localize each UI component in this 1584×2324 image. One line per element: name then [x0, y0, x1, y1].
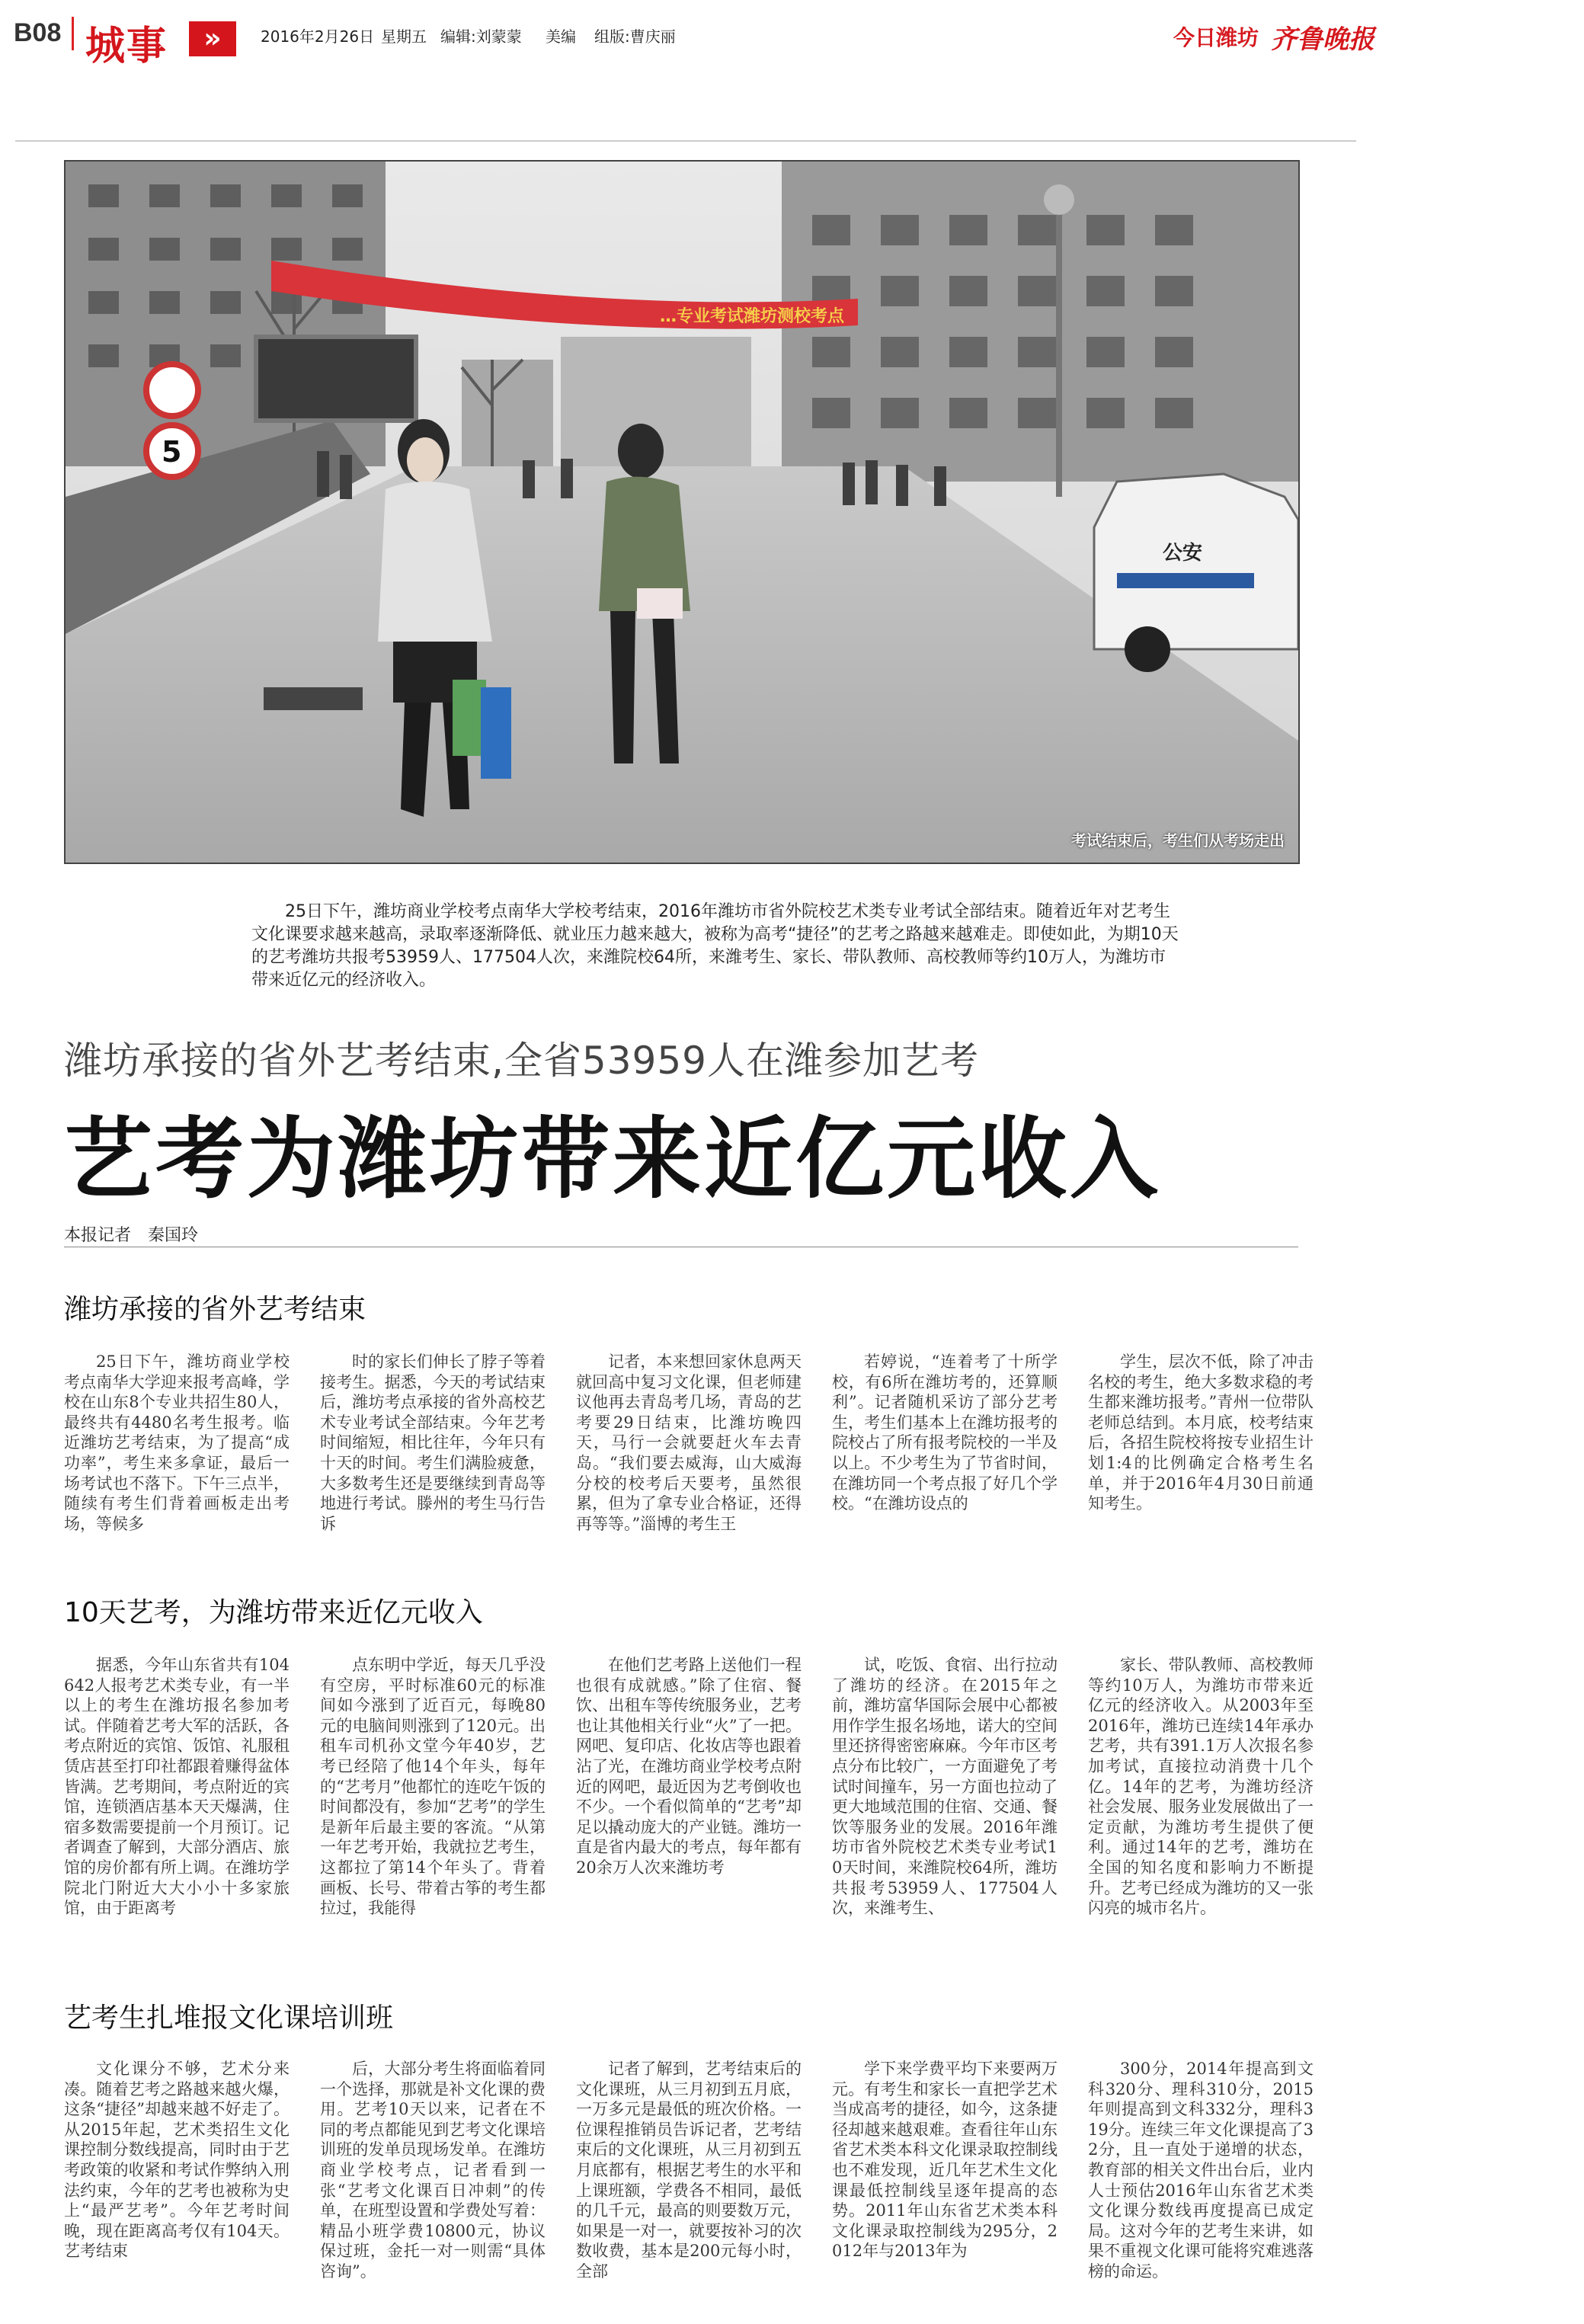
- section-heading-2: 10天艺考，为潍坊带来近亿元收入: [64, 1597, 483, 1628]
- section-1-column-1: 25日下午，潍坊商业学校考点南华大学迎来报考高峰，学校在山东8个专业共招生80人，最终共有4480名考生报考。临近潍坊艺考结束，为了提高“成功率”，考生来多拿证，最后一场考试也不落下。下午三点半，随续有考生们背着画板走出考场，等候多: [64, 1352, 290, 1533]
- issue-date: 2016年2月26日: [261, 27, 375, 46]
- section-heading-3: 艺考生扎堆报文化课培训班: [64, 2002, 394, 2034]
- lead-paragraph: 25日下午，潍坊商业学校考点南华大学校考结束，2016年潍坊市省外院校艺术类专业考试全部结束。随着近年对艺考生文化课要求越来越高，录取率逐渐降低、就业压力越来越大，被称为高考“捷径”的艺考之路越来越难走。即使如此，为期10天的艺考潍坊共报考53959人、177504人次，来潍院校64所，来潍考生、家长、带队教师、高校教师等约10万人，为潍坊市带来近亿元的经济收入。: [251, 902, 1179, 990]
- street-scene-illustration: [66, 162, 1298, 863]
- speed-sign-number: 5: [162, 435, 182, 469]
- news-photo: [64, 160, 1300, 864]
- section-2-column-1: 据悉，今年山东省共有104642人报考艺术类专业，有一半以上的考生在潍坊报名参加考试。伴随着艺考大军的活跃，各考点附近的宾馆、饭馆、礼服租赁店甚至打印社都跟着赚得盆体皆满。艺考期间，考点附近的宾馆，连锁酒店基本天天爆满，住宿多数需要提前一个月预订。记者调查了解到，大部分酒店、旅馆的房价都有所上调。在潍坊学院北门附近大大小小十多家旅馆，由于距离考: [64, 1656, 290, 1918]
- banner-text: …专业考试潍坊测校考点: [660, 307, 845, 326]
- section-2-column-2: 点东明中学近，每天几乎没有空房，平时标准60元的标准间如今涨到了近百元，每晚80元的电脑间则涨到了120元。出租车司机孙文堂今年40岁，艺考已经陪了他14个年头，每年的“艺考月”他都忙的连吃午饭的时间都没有，参加“艺考”的学生是新年后最主要的客流。“从第一年艺考开始，我就拉艺考生，这都拉了第14个年头了。背着画板、长号、带着古筝的考生都拉过，我能得: [320, 1656, 546, 1918]
- section-2-column-4: 试，吃饭、食宿、出行拉动了潍坊的经济。在2015年之前，潍坊富华国际会展中心都被用作学生报名场地，诺大的空间里还挤得密密麻麻。今年市区考点分布比较广，一方面避免了考试时间撞车，另一方面也拉动了更大地域范围的住宿、交通、餐饮等服务业的发展。2016年潍坊市省外院校艺术类专业考试10天时间，来潍院校64所，潍坊共报考53959人、177504人次，来潍考生、: [832, 1656, 1058, 1918]
- reporter-byline: 本报记者 秦国玲: [64, 1226, 199, 1245]
- section-3-column-4: 学下来学费平均下来要两万元。有考生和家长一直把学艺术当成高考的捷径，如今，这条捷径却越来越艰难。查看往年山东省艺术类本科文化课录取控制线也不难发现，近几年艺术生文化课最低控制线呈逐年提高的态势。2011年山东省艺术类本科文化课录取控制线为295分，2012年与2013年为: [832, 2060, 1058, 2261]
- newspaper-logo: 齐鲁晚报: [1271, 24, 1374, 55]
- editor-credit: 编辑:刘蒙蒙: [440, 27, 522, 46]
- section-3-column-3: 记者了解到，艺考结束后的文化课班，从三月初到五月底，一万多元是最低的班次价格。一位课程推销员告诉记者，艺考结束后的文化课班，从三月初到五月底都有，根据艺考生的水平和上课班额，学费各不相同，最低的几千元，最高的则要数万元，如果是一对一，就要按补习的次数收费，基本是200元每小时，全部: [576, 2060, 802, 2281]
- section-3-column-1: 文化课分不够，艺术分来凑。随着艺考之路越来越火爆，这条“捷径”却越来越不好走了。从2015年起，艺术类招生文化课控制分数线提高，同时由于艺考政策的收紧和考试作弊纳入刑法约束，今年的艺考也被称为史上“最严艺考”。今年艺考时间晚，现在距离高考仅有104天。艺考结束: [64, 2060, 290, 2261]
- photo-caption: 考试结束后，考生们从考场走出: [1071, 831, 1285, 850]
- section-1-column-3: 记者，本来想回家休息两天就回高中复习文化课，但老师建议他再去青岛考几场，青岛的艺考要29日结束，比潍坊晚四天，马行一会就要赶火车去青岛。“我们要去威海，山大威海分校的校考后天要考，虽然很累，但为了拿专业合格证，还得再等等。”淄博的考生王: [576, 1352, 802, 1533]
- section-3-column-2: 后，大部分考生将面临着同一个选择，那就是补文化课的费用。艺考10天以来，记者在不同的考点都能见到艺考文化课培训班的发单员现场发单。在潍坊商业学校考点，记者看到一张“艺考文化课百日冲刺”的传单，在班型设置和学费处写着：精品小班学费10800元，协议保过班，金托一对一则需“具体咨询”。: [320, 2060, 546, 2281]
- header-divider: [72, 17, 74, 50]
- article-subtitle: 潍坊承接的省外艺考结束,全省53959人在潍参加艺考: [64, 1039, 979, 1083]
- column-label: 今日潍坊: [1173, 25, 1259, 50]
- section-1-column-2: 时的家长们伸长了脖子等着接考生。据悉，今天的考试结束后，潍坊考点承接的省外高校艺术专业考试全部结束。今年艺考时间缩短，相比往年，今年只有十天的时间。考生们满脸疲惫，大多数考生还是要继续到青岛等地进行考试。滕州的考生马行告诉: [320, 1352, 546, 1533]
- section-1-column-5: 学生，层次不低，除了冲击名校的考生，绝大多数求稳的考生都来潍坊报考。”青州一位带队老师总结到。本月底，校考结束后，各招生院校将按专业招生计划1:4的比例确定合格考生名单，并于2016年4月30日前通知考生。: [1088, 1352, 1314, 1513]
- article-headline: 艺考为潍坊带来近亿元收入: [64, 1108, 1161, 1211]
- section-3-column-5: 300分，2014年提高到文科320分、理科310分，2015年则提高到文科332分，理科319分。连续三年文化课提高了32分，且一直处于递增的状态，教育部的相关文件出台后，业内人士预估2016年山东省艺术类文化课分数线再度提高已成定局。这对今年的艺考生来讲，如果不重视文化课可能将究难逃落榜的命运。: [1088, 2060, 1314, 2281]
- issue-weekday: 星期五: [381, 27, 427, 46]
- section-arrow-icon: »: [189, 21, 236, 56]
- section-heading-1: 潍坊承接的省外艺考结束: [64, 1294, 366, 1325]
- police-car-text: 公安: [1163, 542, 1203, 565]
- section-1-column-4: 若婷说，“连着考了十所学校，有6所在潍坊考的，还算顺利”。记者随机采访了部分艺考生，考生们基本上在潍坊报考的院校占了所有报考院校的一半及以上。不少考生为了节省时间，在潍坊同一个考点报了好几个学校。“在潍坊设点的: [832, 1352, 1058, 1513]
- section-title: 城事: [85, 24, 168, 69]
- layout-credit: 组版:曹庆丽: [594, 27, 676, 46]
- section-2-column-3: 在他们艺考路上送他们一程也很有成就感。”除了住宿、餐饮、出租车等传统服务业，艺考也让其他相关行业“火”了一把。网吧、复印店、化妆店等也跟着沾了光，在潍坊商业学校考点附近的网吧，最近因为艺考倒收也不少。一个看似简单的“艺考”却足以撬动庞大的产业链。潍坊一直是省内最大的考点，每年都有20余万人次来潍坊考: [576, 1656, 802, 1877]
- header-rule: [15, 140, 1356, 142]
- section-2-column-5: 家长、带队教师、高校教师等约10万人，为潍坊市带来近亿元的经济收入。从2003年至2016年，潍坊已连续14年承办艺考，共有391.1万人次报名参加考试，直接拉动消费十几个亿。14年的艺考，为潍坊经济社会发展、服务业发展做出了一定贡献，为潍坊考生提供了便利。通过14年的艺考，潍坊在全国的知名度和影响力不断提升。艺考已经成为潍坊的又一张闪亮的城市名片。: [1088, 1656, 1314, 1918]
- page-number: B08: [14, 18, 62, 47]
- art-editor-credit: 美编: [546, 27, 576, 46]
